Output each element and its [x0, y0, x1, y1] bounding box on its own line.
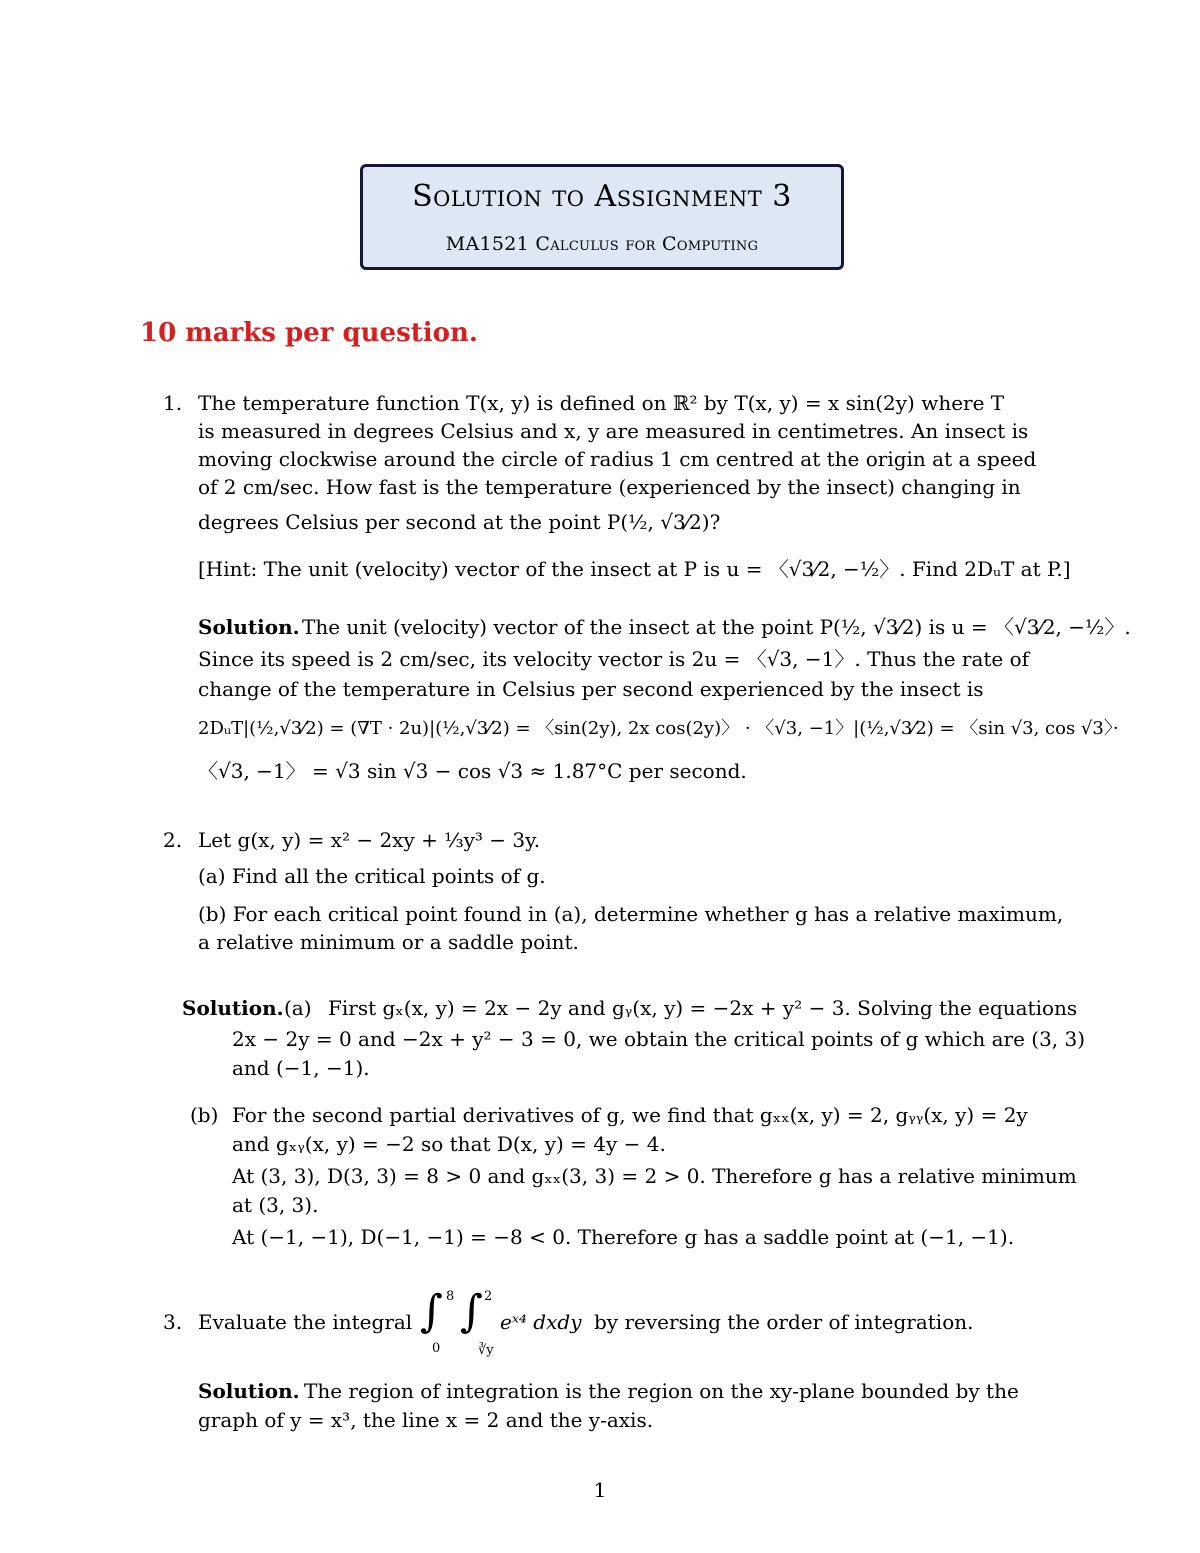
q2-solution-b-line-5: At (−1, −1), D(−1, −1) = −8 < 0. Therefore g has a saddle point at (−1, −1).	[232, 1225, 1015, 1249]
outer-upper-limit: 8	[446, 1289, 455, 1304]
q3-text-before: Evaluate the integral	[198, 1310, 413, 1334]
q2-solution-b-line-3: At (3, 3), D(3, 3) = 8 > 0 and gₓₓ(3, 3) = 2 > 0. Therefore g has a relative minimum	[232, 1164, 1077, 1188]
q3-solution-label: Solution.	[198, 1379, 300, 1403]
q1-solution-label: Solution.	[198, 615, 300, 639]
q3-text-after: by reversing the order of integration.	[594, 1310, 974, 1334]
q1-solution-line-2: Since its speed is 2 cm/sec, its velocity vector is 2u = 〈√3, −1〉. Thus the rate of	[198, 647, 1030, 671]
outer-integral-sign: ∫	[420, 1286, 443, 1337]
q3-number: 3.	[163, 1310, 183, 1334]
marks-note: 10 marks per question.	[140, 318, 478, 348]
q1-hint: [Hint: The unit (velocity) vector of the insect at P is u = 〈√3⁄2, −½〉. Find 2DᵤT at P.]	[198, 557, 1071, 581]
q2-solution-a-line-1: First gₓ(x, y) = 2x − 2y and gᵧ(x, y) = −2x + y² − 3. Solving the equations	[328, 996, 1078, 1020]
q2-solution-a-line-2: 2x − 2y = 0 and −2x + y² − 3 = 0, we obtain the critical points of g which are (3, 3)	[232, 1027, 1086, 1051]
title-box	[360, 164, 844, 270]
q1-text-line-1: The temperature function T(x, y) is defined on ℝ² by T(x, y) = x sin(2y) where T	[198, 391, 1005, 415]
q3-solution-line-1: The region of integration is the region on the xy-plane bounded by the	[304, 1379, 1019, 1403]
q2-part-b-line-1: (b) For each critical point found in (a), determine whether g has a relative maximum,	[198, 902, 1064, 926]
q2-solution-b-line-4: at (3, 3).	[232, 1193, 319, 1217]
q2-solution-a-label: (a)	[284, 996, 312, 1020]
q2-solution-b-label: (b)	[190, 1103, 219, 1127]
integrand: eˣ⁴ dxdy	[500, 1310, 582, 1334]
q1-solution-line-3: change of the temperature in Celsius per second experienced by the insect is	[198, 677, 984, 701]
q2-solution-a-line-3: and (−1, −1).	[232, 1056, 370, 1080]
q2-text-line-1: Let g(x, y) = x² − 2xy + ⅓y³ − 3y.	[198, 828, 541, 852]
q2-solution-label: Solution.	[182, 996, 284, 1020]
inner-integral-sign: ∫	[460, 1286, 483, 1337]
q2-solution-b-line-2: and gₓᵧ(x, y) = −2 so that D(x, y) = 4y − 4.	[232, 1132, 666, 1156]
q2-number: 2.	[163, 828, 183, 852]
outer-lower-limit: 0	[432, 1341, 441, 1356]
q1-text-line-4: of 2 cm/sec. How fast is the temperature (experienced by the insect) changing in	[198, 475, 1021, 499]
q1-solution-line-1: The unit (velocity) vector of the insect at the point P(½, √3⁄2) is u = 〈√3⁄2, −½〉.	[302, 615, 1131, 639]
page-number: 1	[593, 1478, 607, 1502]
inner-upper-limit: 2	[484, 1289, 493, 1304]
inner-lower-limit: ∛y	[478, 1343, 494, 1358]
q1-text-line-5: degrees Celsius per second at the point P(½, √3⁄2)?	[198, 510, 721, 534]
document-subtitle: MA1521 Calculus for Computing	[445, 233, 759, 255]
q1-text-line-2: is measured in degrees Celsius and x, y are measured in centimetres. An insect is	[198, 419, 1029, 443]
q2-part-a: (a) Find all the critical points of g.	[198, 864, 546, 888]
q1-text-line-3: moving clockwise around the circle of radius 1 cm centred at the origin at a speed	[198, 447, 1037, 471]
q3-solution-line-2: graph of y = x³, the line x = 2 and the y-axis.	[198, 1408, 654, 1432]
q2-solution-b-line-1: For the second partial derivatives of g, we find that gₓₓ(x, y) = 2, gᵧᵧ(x, y) = 2y	[232, 1103, 1028, 1127]
q2-part-b-line-2: a relative minimum or a saddle point.	[198, 930, 579, 954]
q1-solution-line-4: 2DᵤT|(½,√3⁄2) = (∇T · 2u)|(½,√3⁄2) = 〈sin(2y), 2x cos(2y)〉 · 〈√3, −1〉|(½,√3⁄2) = 〈sin √3, cos √3〉·	[198, 718, 1119, 739]
document-title: Solution to Assignment 3	[412, 179, 792, 214]
q1-solution-line-5: 〈√3, −1〉 = √3 sin √3 − cos √3 ≈ 1.87°C per second.	[198, 759, 747, 783]
q1-number: 1.	[163, 391, 183, 415]
